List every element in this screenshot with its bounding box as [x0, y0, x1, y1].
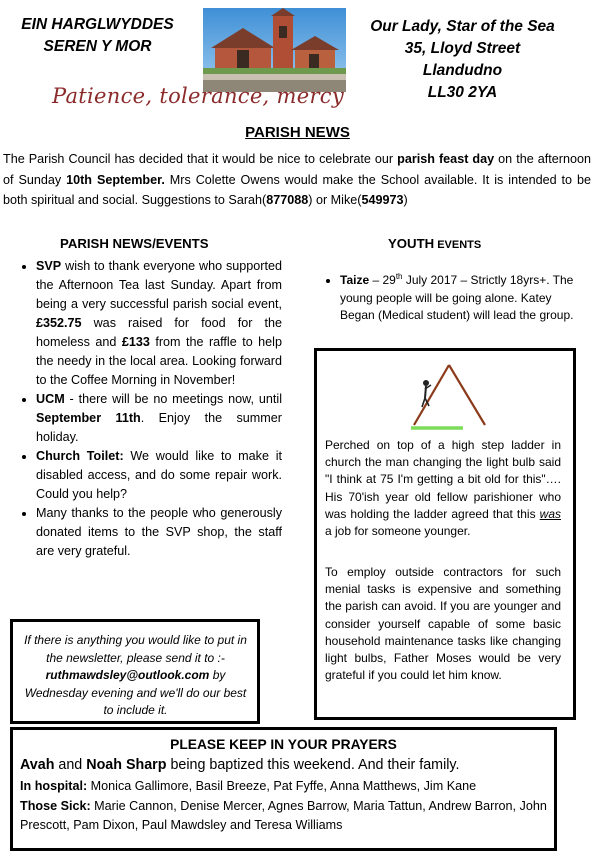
- list-item: [340, 268, 588, 325]
- newsletter-submission-box: [10, 619, 260, 724]
- events-list: [14, 257, 282, 561]
- text-run: We would like to make it disabled access, and do some repair work. Could you help?: [36, 449, 282, 501]
- svp-label: SVP: [36, 259, 62, 273]
- text-run: Mrs Colette Owens would make the School available. It is intended to be both spiritual and social. Suggestions to Sarah(: [3, 172, 591, 208]
- address-line-4: LL30 2YA: [427, 84, 498, 101]
- sick-label: Those Sick:: [20, 799, 91, 813]
- text-run: Perched on top of a high step ladder in church the man changing the light bulb said "I think at 75 I'm getting a bit old for this"…. His 70'ish year old fellow parishioner who was holding the ladder agreed that this: [325, 438, 561, 521]
- text-run: – 29: [369, 273, 396, 287]
- text-run: ) or Mike(: [308, 193, 362, 208]
- address-line-2: 35, Lloyd Street: [404, 40, 521, 57]
- hospital-names: Monica Gallimore, Basil Breeze, Pat Fyffe, Anna Matthews, Jim Kane: [87, 779, 477, 793]
- raffle-amount: £133: [121, 335, 150, 349]
- email-address[interactable]: ruthmawdsley@outlook.com: [45, 668, 210, 683]
- ladder-story-box: [314, 348, 576, 720]
- taize-label: Taize: [340, 273, 370, 287]
- ucm-label: UCM: [36, 392, 65, 406]
- baptism-name-1: Avah: [20, 757, 55, 773]
- address-line-3: Llandudno: [422, 62, 503, 79]
- prayers-title: PLEASE KEEP IN YOUR PRAYERS: [170, 737, 397, 752]
- text-run: . Enjoy the summer holiday.: [36, 411, 282, 444]
- parish-news-title: PARISH NEWS: [245, 124, 350, 141]
- list-item: [36, 504, 282, 561]
- baptism-line: [20, 755, 552, 775]
- parish-motto: Patience, tolerance, mercy: [52, 84, 345, 108]
- parish-address: [370, 16, 555, 104]
- youth-list: [316, 268, 588, 325]
- story-paragraph-1: [325, 437, 561, 540]
- text-run: from the raffle to help the needy in the local area. Looking forward to the Coffee Morning in November!: [36, 335, 282, 387]
- prayers-box: [10, 727, 557, 851]
- events-heading: PARISH NEWS/EVENTS: [60, 236, 209, 251]
- text-run: a job for someone younger.: [325, 524, 471, 539]
- text-run: wish to thank everyone who supported the Afternoon Tea last Sunday. Apart from being a very successful parish social event,: [36, 259, 282, 311]
- list-item: [36, 447, 282, 504]
- text-run: Many thanks to the people who generously donated items to the SVP shop, the staff are very grateful.: [36, 506, 282, 558]
- text-run: If there is anything you would like to put in the newsletter, please send it to :-: [24, 633, 247, 665]
- text-run: - there will be no meetings now, until: [64, 392, 282, 406]
- youth-heading-sub: EVENTS: [434, 239, 482, 251]
- text-run: on the afternoon of Sunday: [3, 152, 591, 187]
- hospital-line: [20, 777, 552, 796]
- sarah-phone: 877088: [266, 193, 309, 208]
- feast-date: 10th September.: [66, 172, 165, 187]
- newsletter-instructions: [19, 632, 252, 720]
- feast-day: parish feast day: [397, 152, 495, 166]
- text-run: The Parish Council has decided that it would be nice to celebrate our: [3, 152, 398, 166]
- date-suffix: th: [395, 272, 403, 281]
- ucm-date: September 11th: [36, 411, 141, 425]
- welsh-line-2: SEREN Y MOR: [43, 38, 152, 55]
- text-run: July 2017 – Strictly 18yrs+. The young people will be going alone. Katey Began (Medical student) will lead the group.: [340, 273, 574, 322]
- welsh-line-1: EIN HARGLWYDDES: [21, 16, 174, 33]
- welsh-parish-name: [10, 14, 185, 58]
- sick-line: [20, 797, 552, 835]
- mike-phone: 549973: [361, 193, 404, 208]
- list-item: [36, 390, 282, 447]
- youth-heading-main: YOUTH: [388, 236, 435, 251]
- story-paragraph-2: To employ outside contractors for such menial tasks is expensive and something the parish can avoid. If you are younger and consider yourself capable of some basic household maintenance tasks like changing light bulbs, Father Moses would be very grateful if you could let him know.: [325, 565, 561, 683]
- church-photo: [203, 8, 346, 92]
- text-run: and: [54, 757, 87, 773]
- toilet-label: Church Toilet:: [36, 449, 124, 463]
- hospital-label: In hospital:: [20, 779, 88, 793]
- text-run: was raised for food for the homeless and: [36, 316, 282, 349]
- emphasis: was: [539, 506, 561, 521]
- parish-news-text: [3, 149, 591, 211]
- text-run: by Wednesday evening and we'll do our best to include it.: [24, 668, 247, 718]
- text-run: being baptized this weekend. And their family.: [166, 757, 460, 773]
- youth-heading: [388, 236, 481, 251]
- text-run: ): [403, 193, 408, 208]
- baptism-name-2: Noah Sharp: [86, 757, 167, 773]
- sick-names: Marie Cannon, Denise Mercer, Agnes Barrow, Maria Tattun, Andrew Barron, John Prescott, Pam Dixon, Paul Mawdsley and Teresa Williams: [20, 799, 547, 832]
- address-line-1: Our Lady, Star of the Sea: [370, 18, 555, 35]
- amount-raised: £352.75: [36, 316, 82, 330]
- list-item: [36, 257, 282, 390]
- ladder-illustration: [407, 361, 489, 433]
